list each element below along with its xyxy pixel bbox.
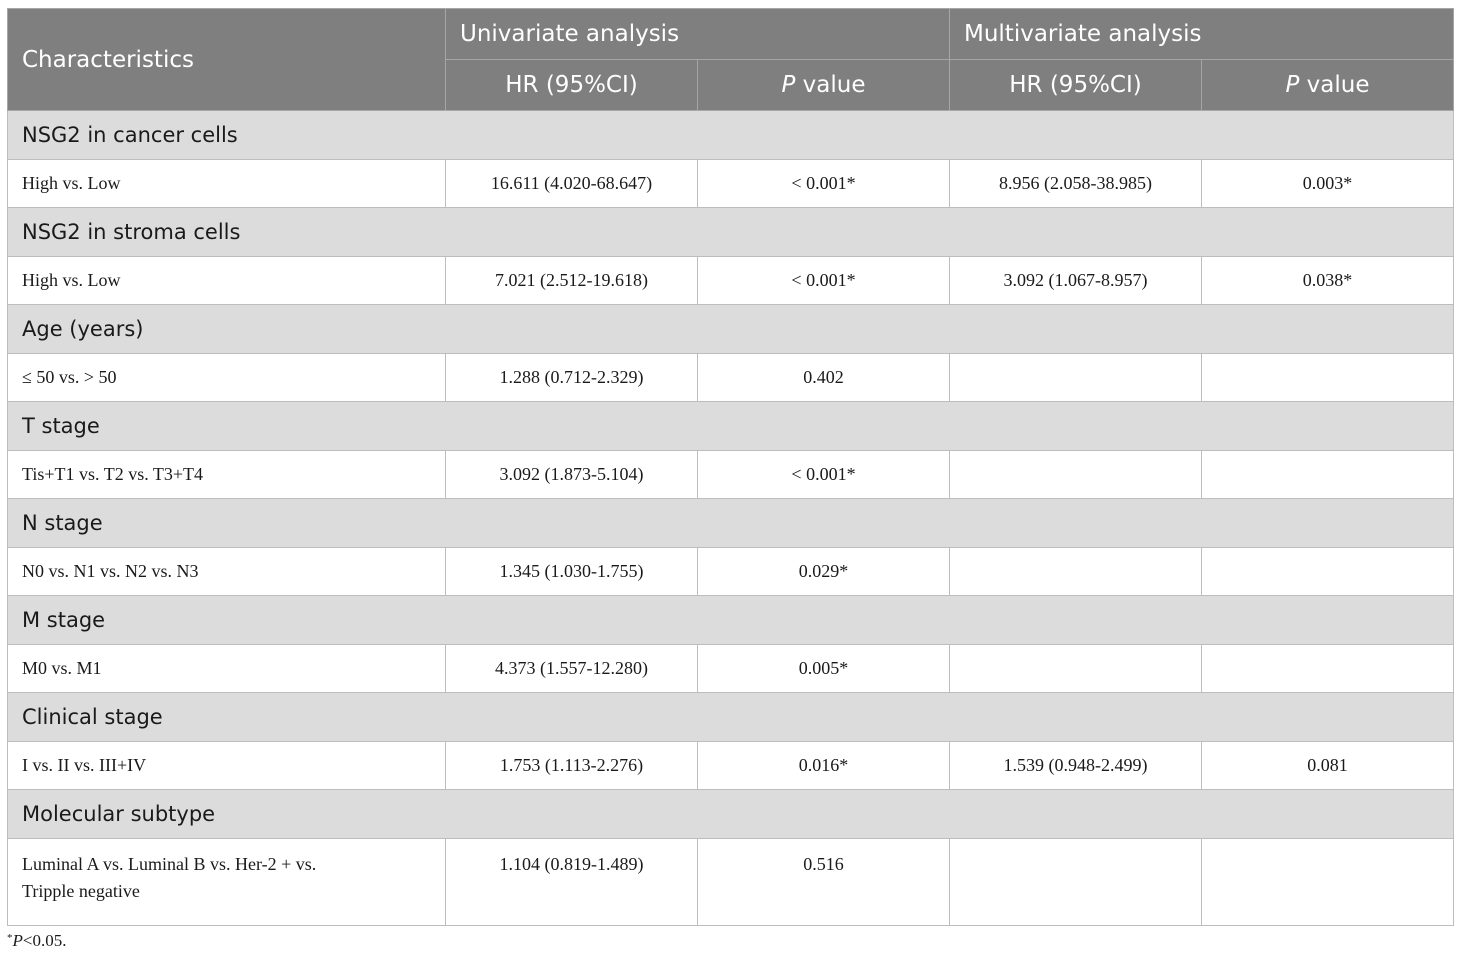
row-label: M0 vs. M1 <box>8 645 446 693</box>
uni-p-cell: < 0.001* <box>698 257 950 305</box>
uni-p-cell: 0.516 <box>698 839 950 926</box>
uni-hr-cell: 1.288 (0.712-2.329) <box>446 354 698 402</box>
multi-hr-cell: 3.092 (1.067-8.957) <box>950 257 1202 305</box>
multi-p-cell: 0.003* <box>1202 160 1454 208</box>
section-row <box>8 305 1454 354</box>
p-letter: P <box>1285 72 1300 98</box>
uni-hr-cell: 1.104 (0.819-1.489) <box>446 839 698 926</box>
table-header <box>8 9 1454 111</box>
multi-p-cell <box>1202 354 1454 402</box>
row-label: I vs. II vs. III+IV <box>8 742 446 790</box>
table-row <box>8 160 1454 208</box>
section-title: NSG2 in cancer cells <box>8 111 1454 160</box>
table-body <box>8 111 1454 926</box>
table-row <box>8 742 1454 790</box>
section-title: N stage <box>8 499 1454 548</box>
section-row <box>8 596 1454 645</box>
uni-hr-cell: 4.373 (1.557-12.280) <box>446 645 698 693</box>
uni-hr-cell: 3.092 (1.873-5.104) <box>446 451 698 499</box>
p-letter: P <box>781 72 796 98</box>
header-multi-p <box>1202 60 1454 111</box>
multi-p-cell: 0.038* <box>1202 257 1454 305</box>
section-row <box>8 111 1454 160</box>
uni-p-cell: 0.402 <box>698 354 950 402</box>
section-title: NSG2 in stroma cells <box>8 208 1454 257</box>
multi-hr-cell <box>950 645 1202 693</box>
multi-hr-cell <box>950 548 1202 596</box>
p-suffix: value <box>1299 72 1370 98</box>
uni-p-cell: 0.005* <box>698 645 950 693</box>
section-title: Age (years) <box>8 305 1454 354</box>
uni-p-cell: 0.016* <box>698 742 950 790</box>
section-row <box>8 693 1454 742</box>
footnote-p: P <box>12 931 23 950</box>
header-uni-hr: HR (95%CI) <box>446 60 698 111</box>
multi-p-cell <box>1202 839 1454 926</box>
table-row <box>8 645 1454 693</box>
row-label: Tis+T1 vs. T2 vs. T3+T4 <box>8 451 446 499</box>
multi-hr-cell <box>950 451 1202 499</box>
uni-p-cell: < 0.001* <box>698 451 950 499</box>
uni-hr-cell: 16.611 (4.020-68.647) <box>446 160 698 208</box>
table-footnote <box>7 931 66 951</box>
multi-hr-cell <box>950 354 1202 402</box>
table-row <box>8 548 1454 596</box>
section-row <box>8 208 1454 257</box>
section-title: M stage <box>8 596 1454 645</box>
results-table <box>7 8 1454 926</box>
footnote-text: <0.05. <box>22 931 67 950</box>
table-row <box>8 257 1454 305</box>
row-label: N0 vs. N1 vs. N2 vs. N3 <box>8 548 446 596</box>
section-row <box>8 402 1454 451</box>
row-label: High vs. Low <box>8 160 446 208</box>
uni-p-cell: < 0.001* <box>698 160 950 208</box>
row-label: High vs. Low <box>8 257 446 305</box>
table-row <box>8 839 1454 926</box>
uni-p-cell: 0.029* <box>698 548 950 596</box>
header-uni-p <box>698 60 950 111</box>
multi-p-cell: 0.081 <box>1202 742 1454 790</box>
multi-hr-cell <box>950 839 1202 926</box>
uni-hr-cell: 1.345 (1.030-1.755) <box>446 548 698 596</box>
footnote-star: * <box>7 932 13 944</box>
section-title: T stage <box>8 402 1454 451</box>
row-label <box>8 839 446 926</box>
multi-p-cell <box>1202 645 1454 693</box>
uni-hr-cell: 1.753 (1.113-2.276) <box>446 742 698 790</box>
header-characteristics: Characteristics <box>8 9 446 111</box>
uni-hr-cell: 7.021 (2.512-19.618) <box>446 257 698 305</box>
row-label-line: Tripple negative <box>22 881 140 901</box>
table-row <box>8 354 1454 402</box>
section-title: Molecular subtype <box>8 790 1454 839</box>
header-univariate: Univariate analysis <box>446 9 950 60</box>
header-multi-hr: HR (95%CI) <box>950 60 1202 111</box>
multi-hr-cell: 1.539 (0.948-2.499) <box>950 742 1202 790</box>
table-row <box>8 451 1454 499</box>
section-title: Clinical stage <box>8 693 1454 742</box>
row-label: ≤ 50 vs. > 50 <box>8 354 446 402</box>
multi-p-cell <box>1202 548 1454 596</box>
section-row <box>8 790 1454 839</box>
row-label-line: Luminal A vs. Luminal B vs. Her-2 + vs. <box>22 854 317 874</box>
p-suffix: value <box>795 72 866 98</box>
header-multivariate: Multivariate analysis <box>950 9 1454 60</box>
multi-p-cell <box>1202 451 1454 499</box>
multi-hr-cell: 8.956 (2.058-38.985) <box>950 160 1202 208</box>
section-row <box>8 499 1454 548</box>
